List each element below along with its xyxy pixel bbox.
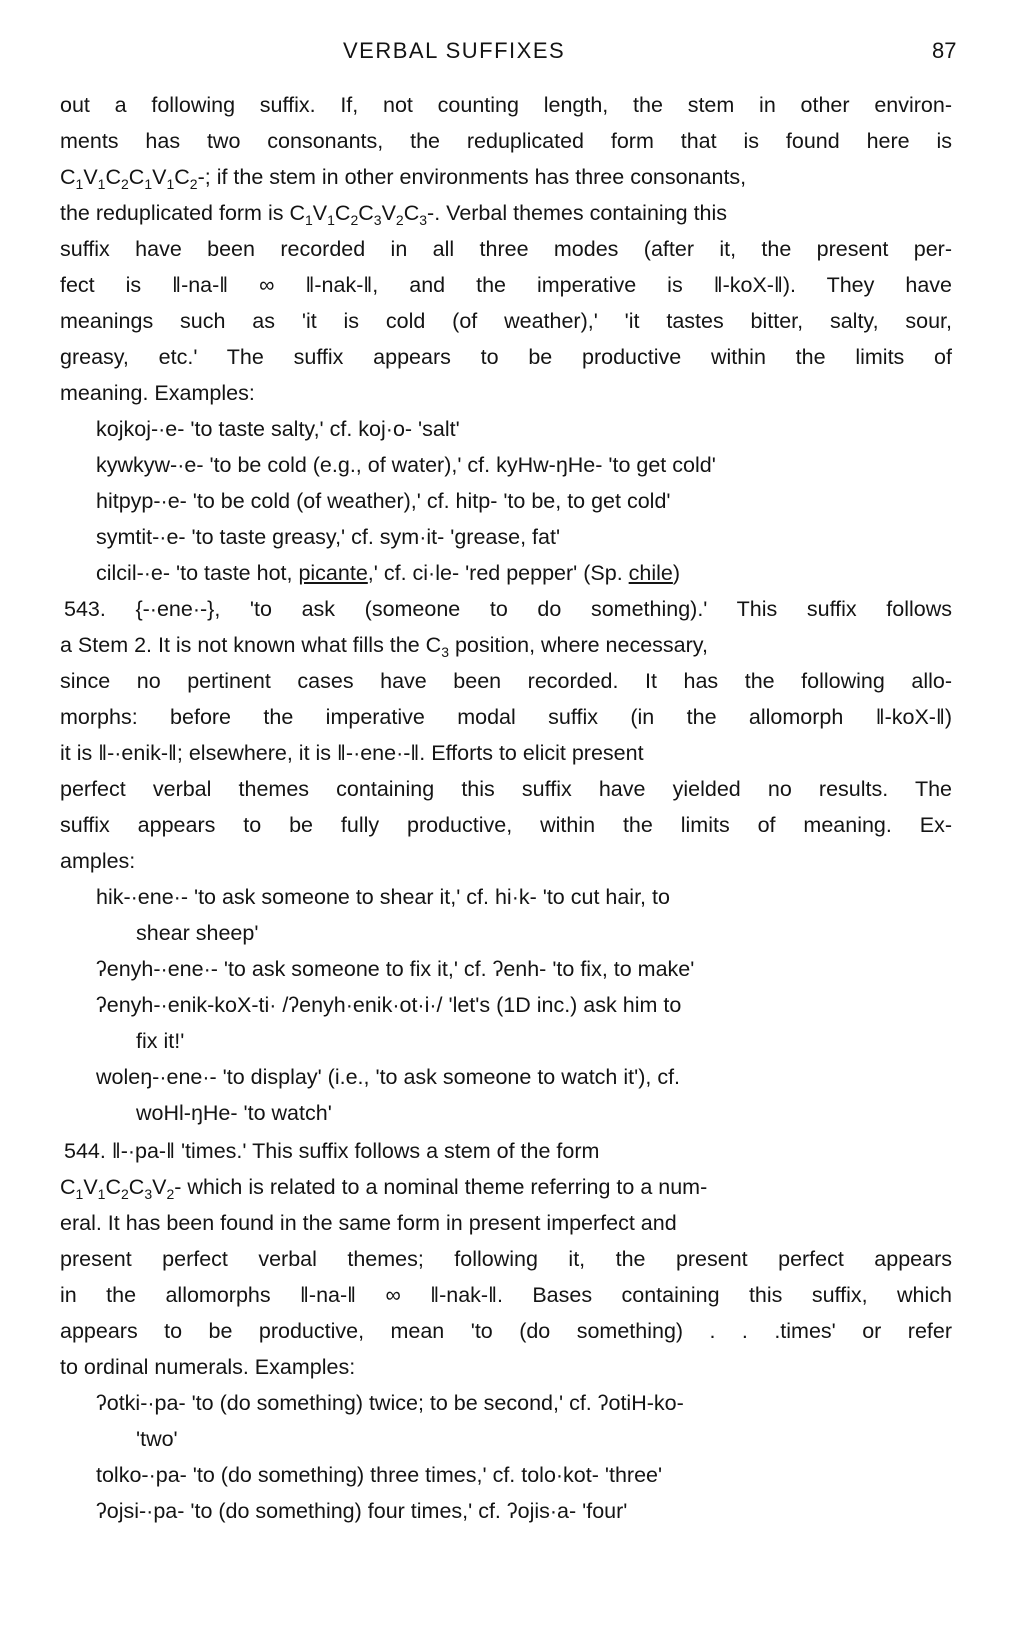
text-line: meaning. Examples:: [60, 381, 255, 405]
text-line: fect is ‖-na-‖ ∞ ‖-nak-‖, and the imperative is ‖-koX-‖). They have: [60, 273, 952, 297]
example-line: 'two': [136, 1427, 178, 1451]
example-line: tolko-·pa- 'to (do something) three times,' cf. tolo·kot- 'three': [96, 1463, 663, 1487]
example-line: cilcil-·e- 'to taste hot, picante,' cf. ci·le- 'red pepper' (Sp. chile): [96, 561, 681, 585]
running-header: [0, 38, 1023, 72]
example-line: ʔenyh-·ene·- 'to ask someone to fix it,' cf. ʔenh- 'to fix, to make': [96, 957, 695, 981]
text-line: appears to be productive, mean 'to (do something) . . .times' or refer: [60, 1319, 952, 1343]
text-line: out a following suffix. If, not counting length, the stem in other environ-: [60, 93, 952, 117]
example-line: shear sheep': [136, 921, 259, 945]
text-line: $C_1V_1C_2C_1V_1C_2-$; if the stem in other environments has three consonants,: [60, 165, 747, 192]
text-line: perfect verbal themes containing this suffix have yielded no results. The: [60, 777, 952, 801]
example-line: hik-·ene·- 'to ask someone to shear it,' cf. hi·k- 'to cut hair, to: [96, 885, 670, 909]
example-line: woHl-ŋHe- 'to watch': [136, 1101, 332, 1125]
text-line: $C_1V_1C_2C_3V_2-$ which is related to a nominal theme referring to a num-: [60, 1175, 708, 1202]
text-line: it is ‖-·enik-‖; elsewhere, it is ‖-·ene·-‖. Efforts to elicit present: [60, 741, 644, 765]
text-line: greasy, etc.' The suffix appears to be productive within the limits of: [60, 345, 952, 369]
text-line: the reduplicated form is $C_1V_1C_2C_3V_2C_3-$. Verbal themes containing this: [60, 201, 728, 228]
text-line: eral. It has been found in the same form in present imperfect and: [60, 1211, 677, 1235]
text-line: present perfect verbal themes; following it, the present perfect appears: [60, 1247, 952, 1271]
text-line: in the allomorphs ‖-na-‖ ∞ ‖-nak-‖. Bases containing this suffix, which: [60, 1283, 952, 1307]
page-number: 87: [932, 38, 957, 63]
text-line: since no pertinent cases have been recorded. It has the following allo-: [60, 669, 952, 693]
text-line: amples:: [60, 849, 136, 873]
example-line: symtit-·e- 'to taste greasy,' cf. sym·it- 'grease, fat': [96, 525, 561, 549]
section-543-heading: 543. {-·ene·-}, 'to ask (someone to do something).' This suffix follows: [64, 597, 952, 621]
example-line: fix it!': [136, 1029, 185, 1053]
example-line: woleŋ-·ene·- 'to display' (i.e., 'to ask someone to watch it'), cf.: [96, 1065, 681, 1089]
text-line: morphs: before the imperative modal suffix (in the allomorph ‖-koX-‖): [60, 705, 952, 729]
running-title: VERBAL SUFFIXES: [343, 38, 566, 63]
text-line: suffix appears to be fully productive, within the limits of meaning. Ex-: [60, 813, 952, 837]
example-line: ʔenyh-·enik-koX-ti· /ʔenyh·enik·ot·i·/ 'let's (1D inc.) ask him to: [96, 993, 682, 1017]
text-line: meanings such as 'it is cold (of weather),' 'it tastes bitter, salty, sour,: [60, 309, 952, 333]
example-line: hitpyp-·e- 'to be cold (of weather),' cf. hitp- 'to be, to get cold': [96, 489, 671, 513]
text-line: suffix have been recorded in all three modes (after it, the present per-: [60, 237, 952, 261]
text-line: a Stem 2. It is not known what fills the $C_3$ position, where necessary,: [60, 633, 708, 660]
example-line: ʔotki-·pa- 'to (do something) twice; to be second,' cf. ʔotiH-ko-: [96, 1391, 684, 1415]
text-line: to ordinal numerals. Examples:: [60, 1355, 356, 1379]
text-line: ments has two consonants, the reduplicated form that is found here is: [60, 129, 952, 153]
example-line: kojkoj-·e- 'to taste salty,' cf. koj·o- 'salt': [96, 417, 460, 441]
example-line: kywkyw-·e- 'to be cold (e.g., of water),' cf. kyHw-ŋHe- 'to get cold': [96, 453, 716, 477]
section-544-heading: 544. ‖-·pa-‖ 'times.' This suffix follows a stem of the form: [64, 1139, 600, 1163]
example-line: ʔojsi-·pa- 'to (do something) four times,' cf. ʔojis·a- 'four': [96, 1499, 628, 1523]
